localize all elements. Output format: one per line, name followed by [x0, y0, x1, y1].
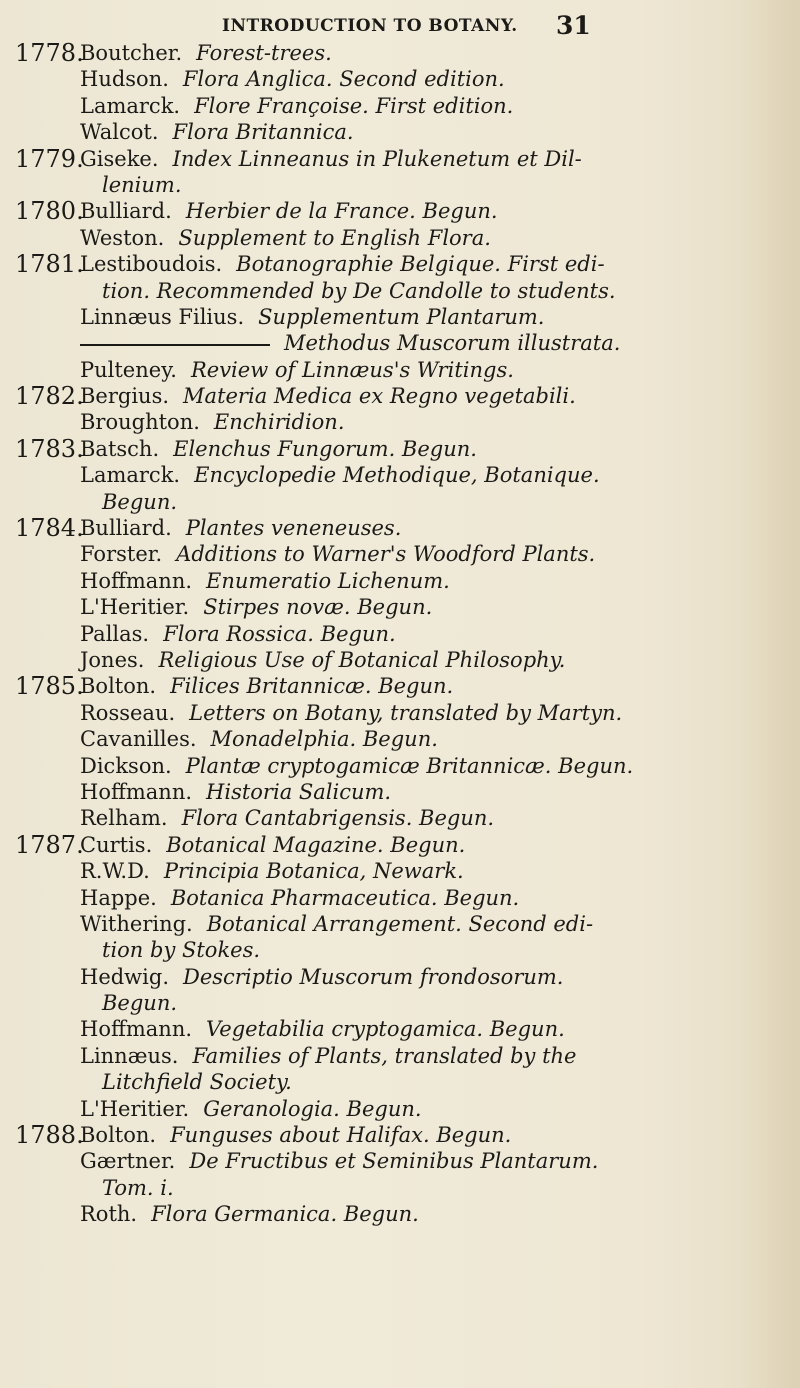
- entry-text: [80, 594, 432, 620]
- entry-text: [80, 673, 453, 699]
- entry-text: [102, 489, 177, 515]
- entry-title: Vegetabilia cryptogamica. Begun.: [206, 1017, 565, 1042]
- entry-author: Hedwig.: [80, 964, 169, 989]
- entry-author: Withering.: [80, 911, 193, 936]
- entry-text: [80, 462, 600, 488]
- entry-author: Relham.: [80, 806, 168, 831]
- entry-title: Flora Germanica. Begun.: [151, 1202, 419, 1227]
- ditto-rule: [80, 344, 270, 346]
- chronology-line: [0, 1069, 800, 1095]
- page-number: 31: [556, 11, 591, 40]
- entry-text: [102, 1069, 292, 1095]
- entry-author: Curtis.: [80, 832, 153, 857]
- entry-title: Religious Use of Botanical Philosophy.: [158, 647, 566, 672]
- entry-title: Flora Britannica.: [172, 120, 354, 145]
- chronology-line: [0, 251, 800, 277]
- entry-text: [80, 409, 345, 435]
- entry-text: [80, 225, 491, 251]
- chronology-line: [0, 409, 800, 435]
- chronology-line: [0, 1201, 800, 1227]
- entry-title: Filices Britannicæ. Begun.: [170, 674, 454, 699]
- entry-author: Hoffmann.: [80, 779, 193, 804]
- entry-text: [80, 647, 565, 673]
- entry-text: [80, 1096, 422, 1122]
- entry-title: Tom. i.: [102, 1175, 174, 1200]
- year-label: 1788.: [15, 1121, 84, 1150]
- entry-author: Linnæus Filius.: [80, 304, 245, 329]
- chronology-line: [0, 568, 800, 594]
- chronology-line: [0, 1122, 800, 1148]
- entry-text: [102, 1175, 174, 1201]
- entry-text: [102, 937, 260, 963]
- entry-text: [80, 541, 595, 567]
- chronology-line: [0, 198, 800, 224]
- chronology-line: [0, 964, 800, 990]
- entry-author: L'Heritier.: [80, 1096, 190, 1121]
- entry-author: Cavanilles.: [80, 727, 197, 752]
- entry-text: [80, 568, 450, 594]
- entry-text: [80, 1122, 511, 1148]
- chronology-line: [0, 436, 800, 462]
- entry-text: [80, 858, 464, 884]
- chronology-line: [0, 726, 800, 752]
- entry-title: Botanographie Belgique. First edi-: [236, 252, 605, 277]
- entry-title: Monadelphia. Begun.: [210, 727, 438, 752]
- chronology-line: [0, 1016, 800, 1042]
- entry-author: Happe.: [80, 885, 157, 910]
- year-label: 1778.: [15, 39, 84, 67]
- entry-author: Hoffmann.: [80, 568, 193, 593]
- entry-text: [80, 330, 620, 356]
- entry-title: Enumeratio Lichenum.: [206, 568, 450, 593]
- year-label: 1785.: [15, 672, 84, 701]
- entry-title: Flore Françoise. First edition.: [194, 93, 514, 118]
- chronology-line: [0, 225, 800, 251]
- entry-text: [80, 805, 494, 831]
- entry-author: Dickson.: [80, 753, 172, 778]
- entry-text: [80, 383, 576, 409]
- chronology-line: [0, 462, 800, 488]
- entry-author: Weston.: [80, 225, 165, 250]
- entry-author: Giseke.: [80, 146, 159, 171]
- entry-title: Herbier de la France. Begun.: [185, 199, 498, 224]
- entry-title: Plantes veneneuses.: [185, 516, 402, 541]
- chronology-line: [0, 753, 800, 779]
- year-label: 1783.: [15, 434, 84, 463]
- chronology-line: [0, 673, 800, 699]
- chronology-line: [0, 700, 800, 726]
- entry-author: Pallas.: [80, 621, 150, 646]
- entry-author: Hoffmann.: [80, 1017, 193, 1042]
- year-label: 1780.: [15, 197, 84, 226]
- year-label: 1784.: [15, 514, 84, 543]
- entry-text: [80, 1043, 577, 1069]
- entry-title: Botanica Pharmaceutica. Begun.: [170, 885, 520, 910]
- entry-author: Boutcher.: [80, 41, 183, 65]
- entry-author: Pulteney.: [80, 357, 177, 382]
- entry-title: Review of Linnæus's Writings.: [190, 357, 514, 382]
- entry-text: [80, 119, 354, 145]
- entry-text: [80, 40, 332, 66]
- entry-text: [80, 304, 545, 330]
- entry-title: Principia Botanica, Newark.: [163, 859, 464, 884]
- chronology-line: [0, 594, 800, 620]
- chronology-line: [0, 832, 800, 858]
- entry-author: R.W.D.: [80, 859, 150, 884]
- entry-title: Descriptio Muscorum frondosorum.: [183, 964, 564, 989]
- chronology-line: [0, 172, 800, 198]
- chronology-line: [0, 1175, 800, 1201]
- entry-author: Walcot.: [80, 120, 159, 145]
- entry-title: Additions to Warner's Woodford Plants.: [176, 542, 596, 567]
- entry-text: [80, 1148, 598, 1174]
- chronology-line: [0, 146, 800, 172]
- chronology-line: [0, 621, 800, 647]
- entry-title: tion. Recommended by De Candolle to students.: [102, 278, 616, 303]
- running-head: INTRODUCTION TO BOTANY.: [222, 16, 518, 36]
- chronology-line: [0, 357, 800, 383]
- entry-title: Letters on Botany, translated by Martyn.: [189, 700, 623, 725]
- chronology-line: [0, 278, 800, 304]
- chronology-line: [0, 1043, 800, 1069]
- entry-title: Botanical Magazine. Begun.: [166, 832, 466, 857]
- entry-title: Stirpes novæ. Begun.: [203, 595, 433, 620]
- chronology-line: [0, 1096, 800, 1122]
- entry-author: Bergius.: [80, 384, 170, 409]
- entry-author: Bolton.: [80, 1123, 157, 1148]
- entry-title: Flora Rossica. Begun.: [163, 621, 396, 646]
- entry-author: L'Heritier.: [80, 595, 190, 620]
- entry-text: [80, 93, 513, 119]
- chronology-line: [0, 937, 800, 963]
- entry-title: Begun.: [102, 991, 178, 1016]
- entry-title: Begun.: [102, 489, 178, 514]
- entry-text: [80, 726, 438, 752]
- entry-text: [102, 172, 182, 198]
- entry-text: [80, 964, 563, 990]
- entry-author: Broughton.: [80, 410, 200, 435]
- chronology-line: [0, 1148, 800, 1174]
- entry-title: lenium.: [102, 172, 182, 197]
- entry-text: [80, 885, 519, 911]
- entry-title: Flora Cantabrigensis. Begun.: [181, 806, 495, 831]
- entry-title: Funguses about Halifax. Begun.: [170, 1123, 512, 1148]
- entry-title: Families of Plants, translated by the: [192, 1043, 577, 1068]
- entry-text: [80, 911, 593, 937]
- entry-text: [80, 1201, 419, 1227]
- chronology-list: [0, 40, 800, 1228]
- year-label: 1782.: [15, 382, 84, 411]
- entry-author: Bolton.: [80, 674, 157, 699]
- chronology-line: [0, 383, 800, 409]
- chronology-line: [0, 66, 800, 92]
- entry-author: Lestiboudois.: [80, 252, 223, 277]
- entry-title: Index Linneanus in Plukenetum et Dil-: [172, 146, 582, 171]
- entry-text: [80, 515, 401, 541]
- entry-title: Litchfield Society.: [102, 1070, 292, 1095]
- entry-title: Forest-trees.: [196, 41, 332, 65]
- entry-text: [102, 278, 616, 304]
- chronology-line: [0, 93, 800, 119]
- entry-title: De Fructibus et Seminibus Plantarum.: [189, 1149, 599, 1174]
- entry-title: Flora Anglica. Second edition.: [182, 67, 505, 92]
- year-label: 1781.: [15, 250, 84, 279]
- entry-title: Elenchus Fungorum. Begun.: [173, 436, 477, 461]
- entry-title: Materia Medica ex Regno vegetabili.: [183, 384, 576, 409]
- chronology-line: [0, 304, 800, 330]
- entry-author: Bulliard.: [80, 199, 172, 224]
- entry-title: Supplement to English Flora.: [178, 225, 491, 250]
- entry-author: Lamarck.: [80, 463, 181, 488]
- entry-text: [102, 990, 177, 1016]
- entry-title: Geranologia. Begun.: [203, 1096, 422, 1121]
- entry-text: [80, 198, 498, 224]
- chronology-line: [0, 885, 800, 911]
- entry-author: Roth.: [80, 1202, 138, 1227]
- chronology-line: [0, 40, 800, 66]
- entry-title: Enchiridion.: [213, 410, 345, 435]
- entry-text: [80, 779, 391, 805]
- entry-text: [80, 700, 622, 726]
- chronology-line: [0, 647, 800, 673]
- chronology-line: [0, 541, 800, 567]
- entry-author: Bulliard.: [80, 516, 172, 541]
- entry-text: [80, 66, 505, 92]
- entry-text: [80, 753, 633, 779]
- chronology-line: [0, 489, 800, 515]
- entry-text: [80, 251, 605, 277]
- chronology-line: [0, 779, 800, 805]
- entry-title: Plantæ cryptogamicæ Britannicæ. Begun.: [185, 753, 634, 778]
- entry-title: Botanical Arrangement. Second edi-: [206, 911, 594, 936]
- entry-author: Hudson.: [80, 67, 169, 92]
- chronology-line: [0, 858, 800, 884]
- chronology-line: [0, 911, 800, 937]
- entry-title: Historia Salicum.: [206, 779, 392, 804]
- entry-text: [80, 832, 465, 858]
- entry-text: [80, 436, 477, 462]
- chronology-line: [0, 515, 800, 541]
- entry-title: Methodus Muscorum illustrata.: [284, 331, 621, 356]
- entry-title: Supplementum Plantarum.: [258, 304, 545, 329]
- entry-author: Jones.: [80, 647, 145, 672]
- entry-author: Linnæus.: [80, 1043, 179, 1068]
- chronology-line: [0, 330, 800, 356]
- entry-title: tion by Stokes.: [102, 938, 261, 963]
- entry-text: [80, 1016, 565, 1042]
- chronology-line: [0, 805, 800, 831]
- entry-author: Forster.: [80, 542, 163, 567]
- entry-text: [80, 621, 396, 647]
- entry-author: Lamarck.: [80, 93, 181, 118]
- entry-title: Encyclopedie Methodique, Botanique.: [194, 463, 600, 488]
- year-label: 1779.: [15, 144, 84, 173]
- entry-author: Batsch.: [80, 436, 160, 461]
- chronology-line: [0, 119, 800, 145]
- entry-text: [80, 357, 514, 383]
- entry-author: Rosseau.: [80, 700, 176, 725]
- entry-text: [80, 146, 582, 172]
- entry-author: Gærtner.: [80, 1149, 176, 1174]
- year-label: 1787.: [15, 830, 84, 859]
- chronology-line: [0, 990, 800, 1016]
